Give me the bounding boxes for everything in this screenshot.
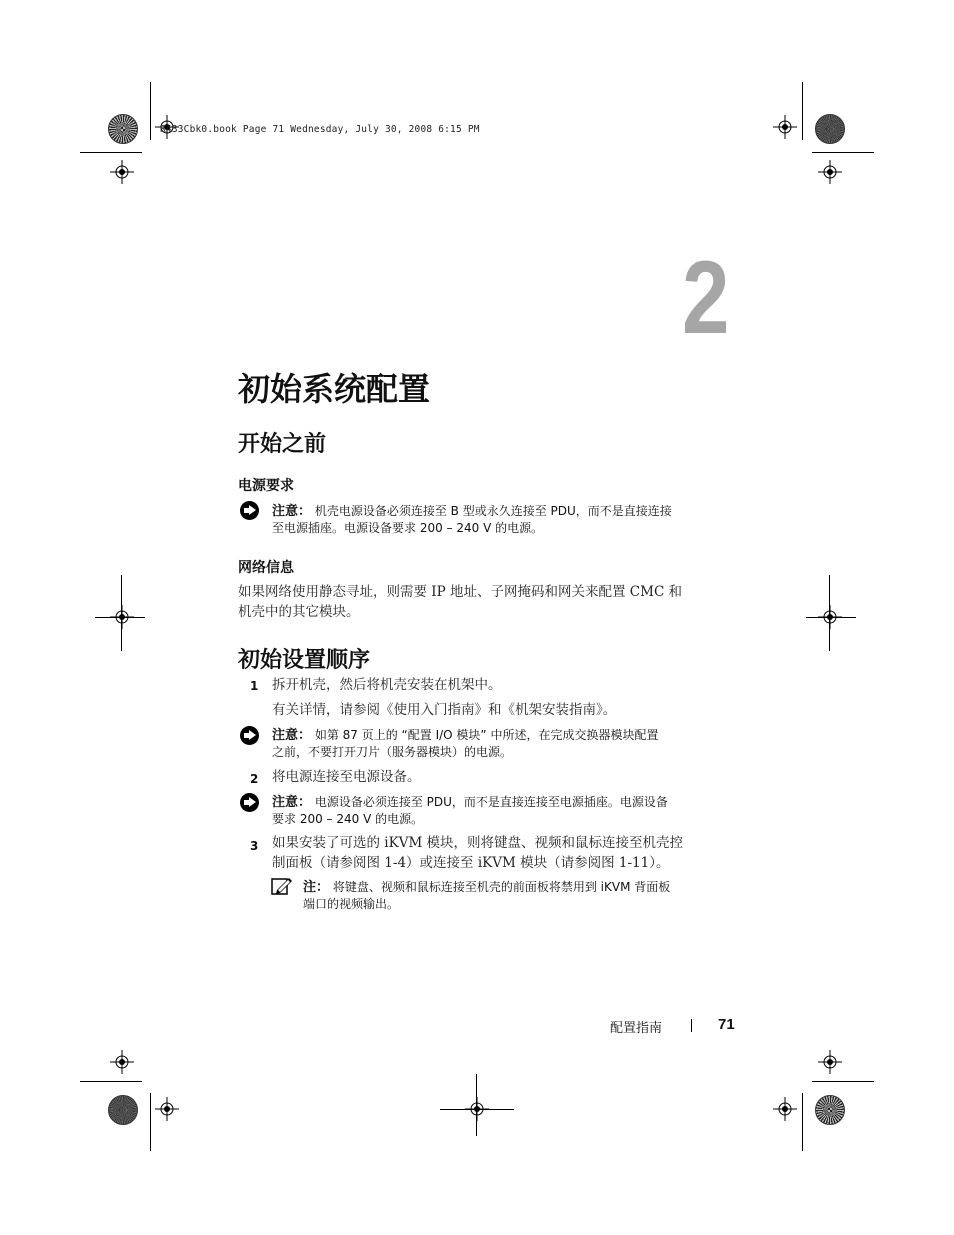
notice-pdu (272, 794, 742, 828)
step-line: 制面板（请参阅图 1-4）或连接至 iKVM 模块（请参阅图 1-11）。 (272, 855, 670, 871)
section-title-before-start: 开始之前 (238, 432, 327, 457)
notice-icon (240, 793, 259, 812)
subsection-network: 网络信息 (238, 560, 294, 576)
notice-text: 如第 87 页上的 “配置 I/O 模块” 中所述，在完成交换器模块配置 (314, 728, 659, 742)
notice-text: 之前，不要打开刀片（服务器模块）的电源。 (272, 745, 513, 759)
notice-power (272, 503, 742, 537)
notice-icon (240, 501, 259, 520)
note-label: 注： (303, 880, 330, 895)
note-ikvm (303, 879, 743, 913)
notice-icon (240, 726, 259, 745)
chapter-number: 2 (682, 240, 730, 356)
color-rosette-icon (108, 114, 138, 144)
step-text: 将电源连接至电源设备。 (272, 769, 421, 785)
color-rosette-icon (815, 114, 845, 144)
step-text (272, 833, 742, 873)
paragraph-line: 机壳中的其它模块。 (238, 604, 360, 620)
color-rosette-icon (108, 1095, 138, 1125)
paragraph-line: 如果网络使用静态寻址，则需要 IP 地址、子网掩码和网关来配置 CMC 和 (238, 584, 683, 600)
notice-blade-power (272, 727, 742, 761)
step-number: 3 (250, 839, 259, 853)
footer-section-name: 配置指南 (610, 1021, 663, 1036)
book-header: R433Cbk0.book Page 71 Wednesday, July 30, 2008 6:15 PM (160, 124, 480, 135)
step-number: 1 (250, 679, 259, 693)
notice-text: 机壳电源设备必须连接至 B 型或永久连接至 PDU，而不是直接连接 (314, 504, 672, 518)
page-number: 71 (718, 1016, 735, 1033)
step-number: 2 (250, 772, 259, 786)
note-text: 端口的视频输出。 (303, 897, 400, 911)
pencil-note-icon (271, 876, 293, 896)
color-rosette-icon (815, 1095, 845, 1125)
network-paragraph (238, 582, 738, 622)
step-text: 拆开机壳，然后将机壳安装在机架中。 (272, 677, 502, 693)
notice-text: 至电源插座。电源设备要求 200 – 240 V 的电源。 (272, 521, 544, 535)
step-detail: 有关详情，请参阅《使用入门指南》和《机架安装指南》。 (272, 702, 617, 718)
subsection-power: 电源要求 (238, 478, 294, 494)
notice-label: 注意： (272, 504, 312, 519)
notice-text: 电源设备必须连接至 PDU，而不是直接连接至电源插座。电源设备 (314, 795, 668, 809)
notice-label: 注意： (272, 728, 312, 743)
section-title-setup-sequence: 初始设置顺序 (238, 648, 371, 673)
chapter-title: 初始系统配置 (238, 370, 431, 408)
step-line: 如果安装了可选的 iKVM 模块，则将键盘、视频和鼠标连接至机壳控 (272, 835, 684, 851)
note-text: 将键盘、视频和鼠标连接至机壳的前面板将禁用到 iKVM 背面板 (332, 880, 671, 894)
notice-text: 要求 200 – 240 V 的电源。 (272, 812, 424, 826)
footer-divider (691, 1019, 692, 1032)
notice-label: 注意： (272, 795, 312, 810)
